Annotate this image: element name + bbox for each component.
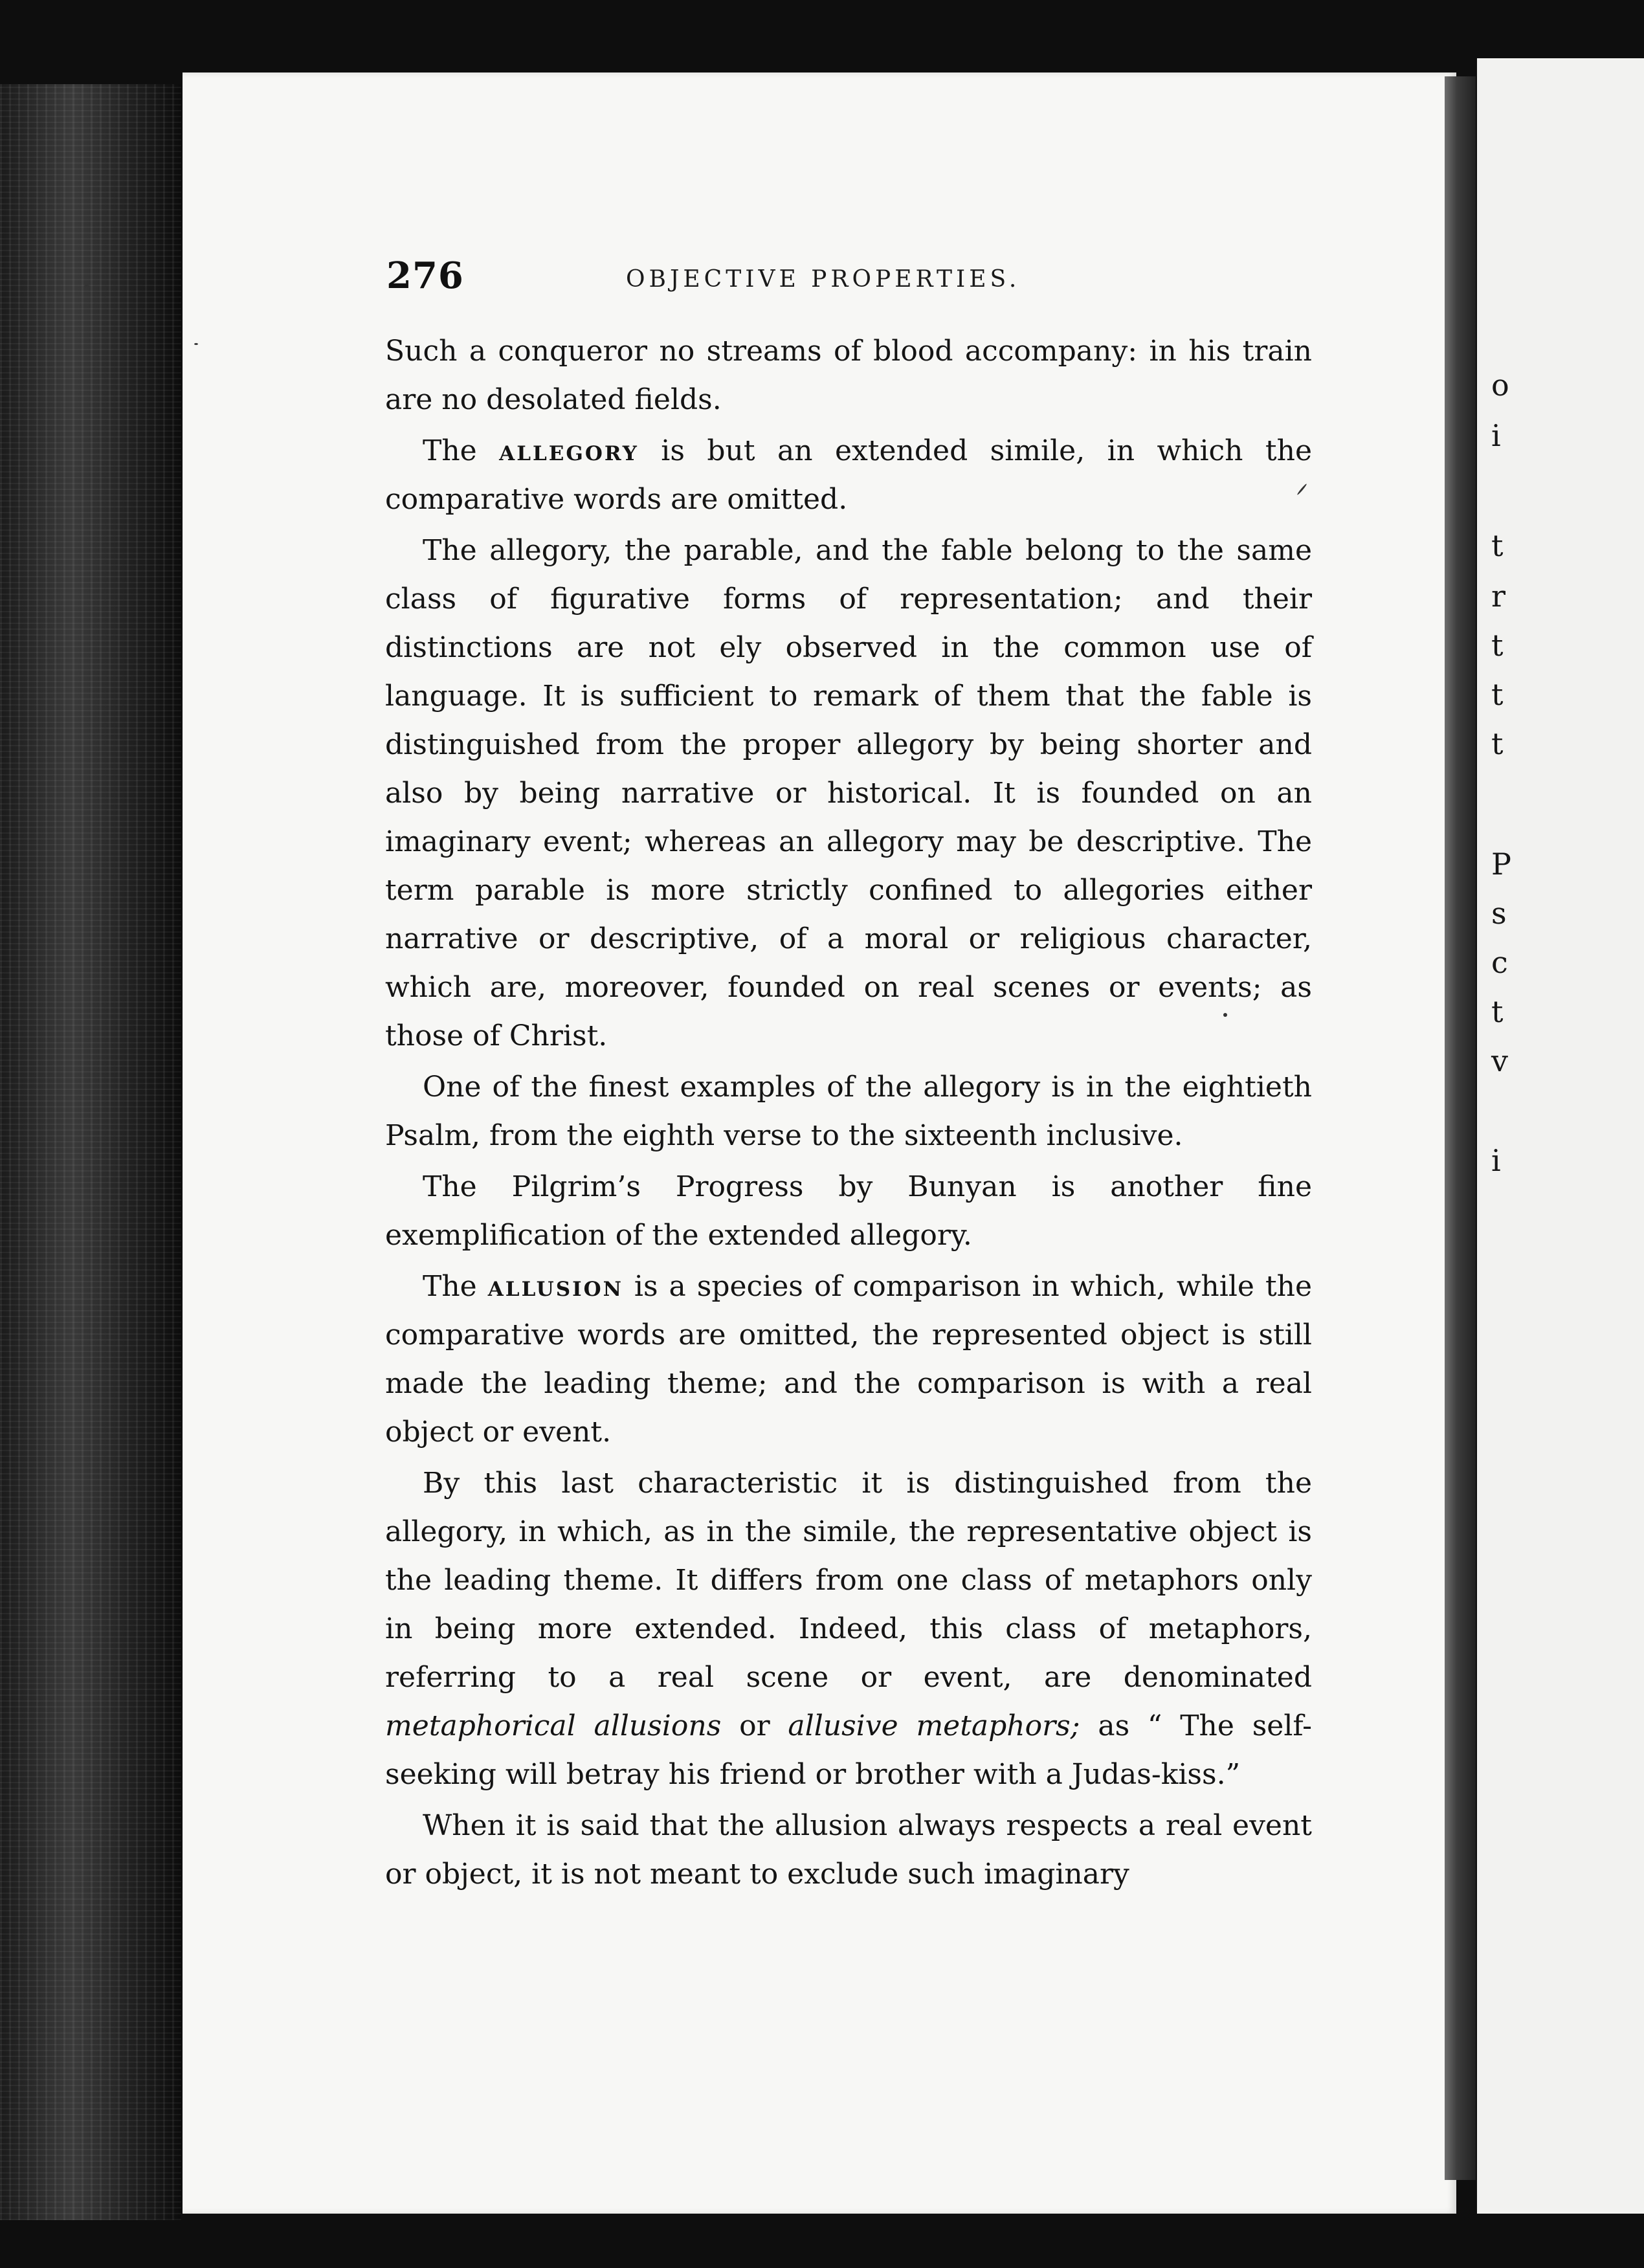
paragraph	[385, 1162, 1312, 1260]
facing-page-letter: s	[1491, 896, 1507, 931]
paragraph-text: or	[721, 1709, 788, 1742]
running-head: OBJECTIVE PROPERTIES.	[626, 266, 1021, 293]
facing-page-letter: c	[1491, 945, 1508, 980]
print-speck	[194, 343, 198, 345]
page-gutter-shadow	[1445, 76, 1476, 2180]
page-header	[386, 254, 1312, 306]
paragraph	[385, 526, 1312, 1060]
facing-page-letter: t	[1491, 528, 1504, 563]
facing-page-letter: P	[1491, 847, 1511, 882]
facing-page-letter: r	[1491, 579, 1505, 614]
paragraph	[385, 1459, 1312, 1799]
paragraph	[385, 1262, 1312, 1456]
paragraph-text: as “ The self-seeking will betray his friend or brother with a Judas-kiss.”	[385, 1709, 1312, 1791]
facing-page-letter: t	[1491, 994, 1504, 1029]
paragraph-text: The allegory, the parable, and the fable belong to the same class of figurative forms of representation; and their distinctions are not ely observed in the common use of language. It is sufficient to remark of them that the fable is distinguished from the proper allegory by being shorter and also by being narrative or historical. It is founded on an imaginary event; whereas an allegory may be descriptive. The term parable is more strictly confined to allegories either narrative or descriptive, of a moral or religious character, which are, moreover, founded on real scenes or events; as those of Christ.	[385, 534, 1312, 1052]
paragraph	[385, 427, 1312, 524]
facing-page-letter: t	[1491, 726, 1504, 761]
facing-page-letter: v	[1491, 1043, 1508, 1078]
paragraph	[385, 327, 1312, 424]
paragraph-text: By this last characteristic it is distinguished from the allegory, in which, as in the simile, the representative object is the leading theme. It differs from one class of metaphors only in being more extended. Indeed, this class of metaphors, referring to a real scene or event, are denominated	[385, 1467, 1312, 1694]
defined-term: allegory	[499, 434, 639, 467]
paragraph-text: is but an extended simile, in which the comparative words are omitted.	[385, 434, 1312, 516]
facing-page-letter: i	[1491, 1143, 1501, 1178]
page-number: 276	[386, 254, 464, 297]
book-binding-edge	[0, 84, 181, 2220]
paragraph-text: The Pilgrim’s Progress by Bunyan is another fine exemplification of the extended allegory.	[385, 1170, 1312, 1252]
defined-term: allusion	[487, 1270, 623, 1303]
paragraph-text: One of the finest examples of the allegory is in the eightieth Psalm, from the eighth verse to the sixteenth inclusive.	[385, 1071, 1312, 1152]
italic-term: metaphorical allusions	[385, 1709, 722, 1742]
print-speck	[84, 285, 89, 287]
paragraph-text: is a species of comparison in which, while the comparative words are omitted, the represented object is still made the leading theme; and the comparison is with a real object or event.	[385, 1270, 1312, 1449]
facing-page-letter: t	[1491, 628, 1504, 663]
paragraph-text: When it is said that the allusion always respects a real event or object, it is not meant to exclude such imaginary	[385, 1809, 1312, 1891]
paragraph-text: The	[423, 434, 500, 467]
paragraph	[385, 1801, 1312, 1898]
print-speck	[1223, 1013, 1227, 1017]
facing-page-fragment	[1477, 58, 1644, 2214]
paragraph-text: Such a conqueror no streams of blood accompany: in his train are no desolated fields.	[385, 335, 1312, 416]
facing-page-letter: o	[1491, 368, 1509, 403]
paragraph-text: The	[423, 1270, 488, 1303]
body-text	[385, 327, 1312, 1901]
italic-term: allusive metaphors;	[788, 1709, 1080, 1742]
paragraph	[385, 1063, 1312, 1160]
facing-page-letter: t	[1491, 677, 1504, 712]
facing-page-letter: i	[1491, 418, 1501, 453]
